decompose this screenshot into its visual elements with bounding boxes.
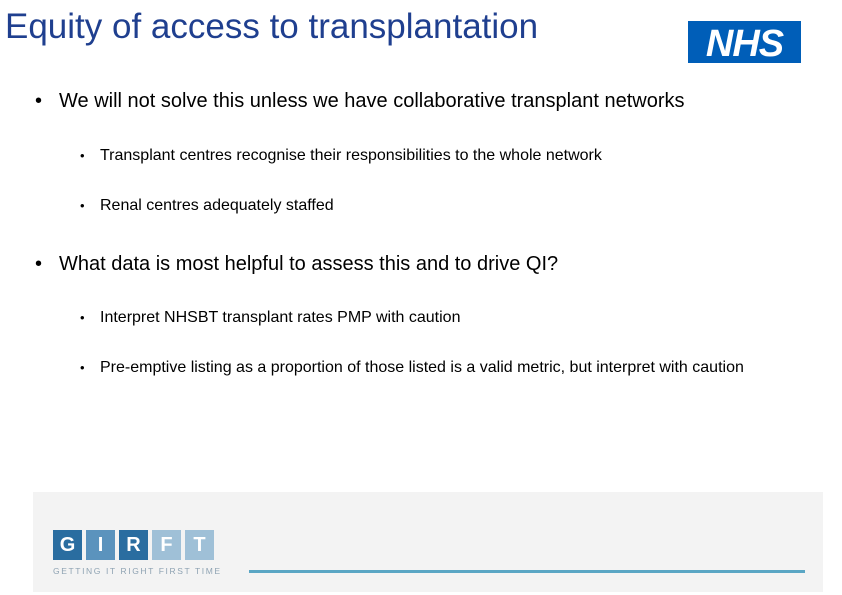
bullet-icon: • — [35, 253, 43, 275]
bullet-icon: • — [80, 310, 85, 325]
sub-bullet-text: Pre-emptive listing as a proportion of those listed is a valid metric, but interpret with caution — [100, 359, 744, 376]
sub-bullet-item — [80, 308, 800, 327]
girft-letter-t: T — [185, 530, 214, 560]
footer-divider — [249, 570, 805, 573]
bullet-icon: • — [80, 198, 85, 213]
bullet-icon: • — [80, 148, 85, 163]
bullet-text: What data is most helpful to assess this and to drive QI? — [59, 253, 559, 275]
bullet-icon: • — [35, 90, 43, 112]
girft-tagline: GETTING IT RIGHT FIRST TIME — [53, 566, 222, 576]
sub-bullet-item — [80, 146, 800, 165]
sub-bullet-text: Transplant centres recognise their responsibilities to the whole network — [100, 147, 602, 164]
bullet-icon: • — [80, 360, 85, 375]
slide-title: Equity of access to transplantation — [5, 7, 539, 46]
girft-logo — [53, 530, 214, 560]
bullet-text: We will not solve this unless we have collaborative transplant networks — [59, 90, 685, 112]
sub-bullet-item — [80, 358, 780, 377]
girft-letter-f: F — [152, 530, 181, 560]
girft-letter-g: G — [53, 530, 82, 560]
girft-letter-i: I — [86, 530, 115, 560]
sub-bullet-text: Renal centres adequately staffed — [100, 197, 334, 214]
sub-bullet-text: Interpret NHSBT transplant rates PMP with caution — [100, 309, 461, 326]
sub-bullet-item — [80, 196, 800, 215]
girft-letter-r: R — [119, 530, 148, 560]
nhs-logo — [688, 21, 801, 63]
nhs-logo-text: NHS — [705, 23, 784, 63]
